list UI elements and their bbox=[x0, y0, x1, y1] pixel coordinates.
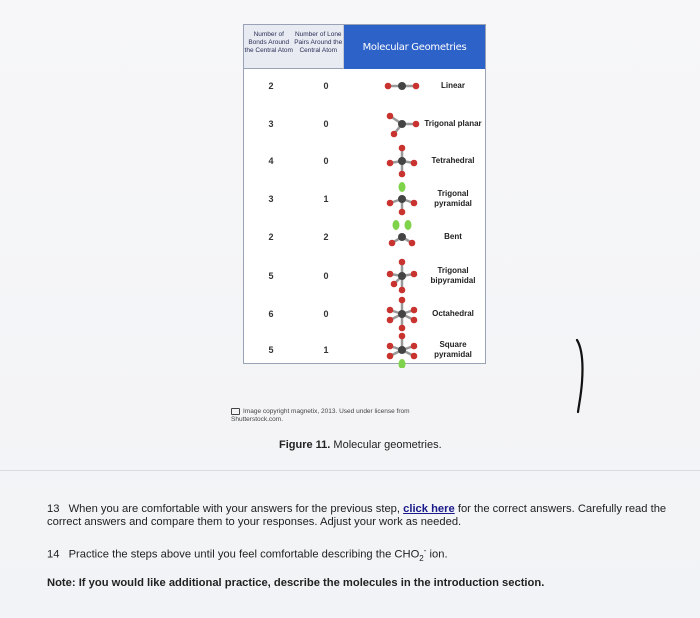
outer-atom bbox=[411, 271, 418, 278]
molecule-model-image bbox=[382, 219, 422, 255]
note-label: Note: bbox=[47, 577, 76, 589]
caption-text: Molecular geometries. bbox=[330, 439, 442, 451]
table-header-counts bbox=[244, 25, 344, 69]
table-row bbox=[244, 142, 485, 180]
table-header bbox=[244, 25, 485, 69]
lone-pair-lobe bbox=[399, 182, 406, 192]
lone-pair-lobe bbox=[405, 220, 412, 230]
central-atom bbox=[398, 346, 406, 354]
lone-pair-count: 1 bbox=[323, 194, 329, 204]
lone-pair-lobe bbox=[399, 359, 406, 368]
table-row bbox=[244, 180, 485, 218]
outer-atom bbox=[413, 83, 420, 90]
step-13-number: 13 bbox=[47, 503, 60, 515]
outer-atom bbox=[399, 297, 406, 304]
header-bonds: Number of Bonds Around the Central Atom bbox=[244, 31, 293, 54]
outer-atom bbox=[399, 145, 406, 152]
outer-atom bbox=[387, 113, 394, 120]
camera-icon bbox=[231, 408, 240, 415]
geometry-name: Bent bbox=[444, 232, 462, 241]
outer-atom bbox=[387, 343, 394, 350]
bond-count: 3 bbox=[268, 194, 274, 204]
lone-pair-count: 2 bbox=[323, 232, 329, 242]
table-row bbox=[244, 295, 485, 333]
step-13-text-end: for the correct answers. Carefully read the correct answers and compare them to your responses. Adjust your work as needed. bbox=[47, 503, 667, 528]
bond-count: 2 bbox=[268, 232, 274, 242]
geometry-name: Tetrahedral bbox=[431, 156, 475, 165]
outer-atom bbox=[385, 83, 392, 90]
formula-subscript: 2 bbox=[419, 553, 424, 563]
outer-atom bbox=[391, 281, 398, 288]
outer-atom bbox=[387, 200, 394, 207]
central-atom bbox=[398, 195, 406, 203]
outer-atom bbox=[399, 259, 406, 266]
outer-atom bbox=[411, 307, 418, 314]
lone-pair-count: 0 bbox=[323, 271, 329, 281]
geometry-name: Square pyramidal bbox=[434, 340, 472, 359]
central-atom bbox=[398, 157, 406, 165]
bond-count: 5 bbox=[268, 271, 274, 281]
outer-atom bbox=[409, 240, 416, 247]
outer-atom bbox=[391, 131, 398, 138]
molecular-geometry-table bbox=[243, 24, 486, 364]
outer-atom bbox=[399, 171, 406, 178]
geometry-name: Octahedral bbox=[432, 309, 474, 318]
handwritten-bracket-mark bbox=[574, 338, 590, 414]
step-14-text-end: ion. bbox=[426, 548, 448, 561]
outer-atom bbox=[411, 317, 418, 324]
molecule-model-image bbox=[382, 332, 422, 368]
formula-charge: - bbox=[423, 546, 427, 555]
lone-pair-count: 1 bbox=[323, 345, 329, 355]
header-lone-pairs: Number of Lone Pairs Around the Central Atom bbox=[294, 31, 343, 54]
step-14-number: 14 bbox=[47, 548, 60, 561]
outer-atom bbox=[399, 333, 406, 340]
step-13-text-start: When you are comfortable with your answers for the previous step, bbox=[68, 503, 404, 515]
geometry-name: Linear bbox=[440, 81, 465, 90]
molecule-model-image bbox=[382, 106, 422, 142]
table-row bbox=[244, 331, 485, 369]
step-14 bbox=[47, 544, 677, 565]
geometry-name: Trigonal bipyramidal bbox=[430, 266, 476, 285]
header-geometries: Molecular Geometries bbox=[344, 25, 485, 69]
credit-text: Image copyright magnetix, 2013. Used under license from Shutterstock.com. bbox=[231, 408, 410, 424]
outer-atom bbox=[387, 271, 394, 278]
lone-pair-count: 0 bbox=[323, 119, 329, 129]
divider bbox=[0, 470, 700, 471]
molecule-model-image bbox=[382, 143, 422, 179]
table-row bbox=[244, 105, 485, 143]
bond-count: 5 bbox=[268, 345, 274, 355]
outer-atom bbox=[411, 200, 418, 207]
central-atom bbox=[398, 82, 406, 90]
bond-count: 6 bbox=[268, 309, 274, 319]
lone-pair-count: 0 bbox=[323, 156, 329, 166]
molecule-model-image bbox=[382, 296, 422, 332]
central-atom bbox=[398, 310, 406, 318]
outer-atom bbox=[399, 287, 406, 294]
table-row bbox=[244, 67, 485, 105]
outer-atom bbox=[387, 160, 394, 167]
central-atom bbox=[398, 272, 406, 280]
outer-atom bbox=[411, 353, 418, 360]
lone-pair-lobe bbox=[393, 220, 400, 230]
outer-atom bbox=[387, 307, 394, 314]
note-text: If you would like additional practice, describe the molecules in the introduction section. bbox=[75, 577, 545, 589]
molecule-model-image bbox=[382, 258, 422, 294]
geometry-name: Trigonal pyramidal bbox=[434, 189, 472, 208]
geometry-name: Trigonal planar bbox=[424, 119, 482, 128]
bond-count: 2 bbox=[268, 81, 274, 91]
figure-caption bbox=[279, 439, 442, 451]
table-row bbox=[244, 257, 485, 295]
central-atom bbox=[398, 120, 406, 128]
caption-label: Figure 11. bbox=[279, 439, 331, 451]
bond-count: 4 bbox=[268, 156, 274, 166]
molecule-model-image bbox=[382, 181, 422, 217]
step-13 bbox=[47, 503, 677, 529]
outer-atom bbox=[411, 343, 418, 350]
lone-pair-count: 0 bbox=[323, 309, 329, 319]
central-atom bbox=[398, 233, 406, 241]
note bbox=[47, 577, 544, 589]
outer-atom bbox=[413, 121, 420, 128]
outer-atom bbox=[411, 160, 418, 167]
click-here-link[interactable]: click here bbox=[403, 503, 455, 515]
lone-pair-count: 0 bbox=[323, 81, 329, 91]
bond-count: 3 bbox=[268, 119, 274, 129]
outer-atom bbox=[387, 353, 394, 360]
outer-atom bbox=[399, 209, 406, 216]
table-row bbox=[244, 218, 485, 256]
image-credit bbox=[231, 408, 451, 424]
molecule-model-image bbox=[382, 68, 422, 104]
outer-atom bbox=[387, 317, 394, 324]
step-14-text-start: Practice the steps above until you feel comfortable describing the CHO bbox=[68, 548, 420, 561]
outer-atom bbox=[389, 240, 396, 247]
